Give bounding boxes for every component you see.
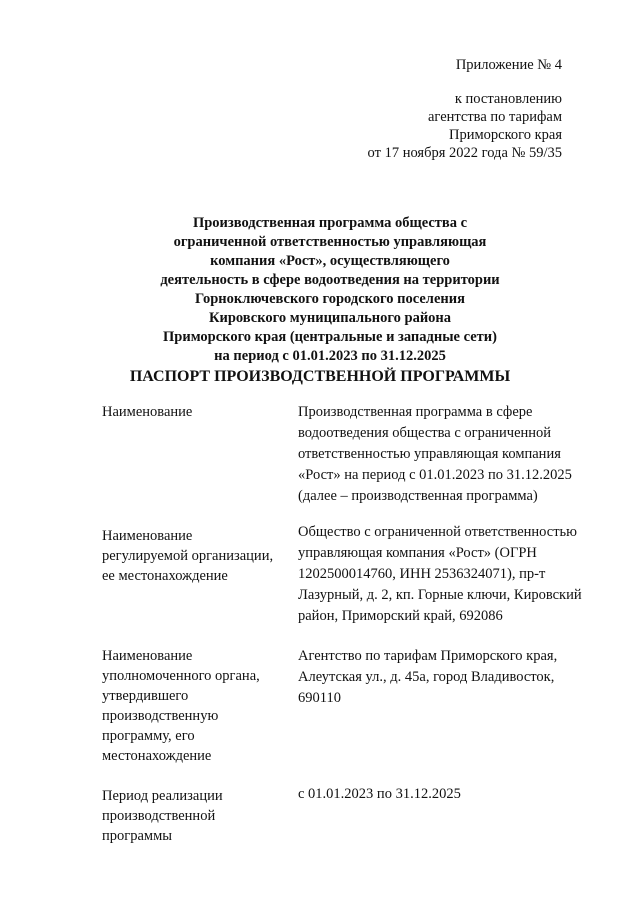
- label-line: ее местонахождение: [102, 568, 228, 584]
- appendix-title: Приложение № 4: [455, 57, 562, 73]
- title-line: Производственная программа общества с: [192, 215, 468, 231]
- label-line: уполномоченного органа,: [102, 668, 260, 684]
- title-line: на период с 01.01.2023 по 31.12.2025: [214, 348, 446, 364]
- value-line: ответственностью управляющая компания: [298, 446, 561, 462]
- passport-value-authority: [298, 646, 598, 709]
- section-heading: ПАСПОРТ ПРОИЗВОДСТВЕННОЙ ПРОГРАММЫ: [129, 368, 511, 385]
- appendix-line: от 17 ноября 2022 года № 59/35: [367, 145, 562, 161]
- appendix-line: к постановлению: [454, 91, 562, 107]
- label-line: утвердившего: [102, 688, 189, 704]
- value-line: район, Приморский край, 692086: [298, 608, 503, 624]
- title-line: ограниченной ответственностью управляющая: [173, 234, 487, 250]
- value-line: «Рост» на период с 01.01.2023 по 31.12.2025: [298, 467, 572, 483]
- passport-label-organization: [102, 526, 292, 586]
- label-line: Наименование: [102, 648, 193, 664]
- value-line: управляющая компания «Рост» (ОГРН: [298, 545, 537, 561]
- label-line: регулируемой организации,: [102, 548, 274, 564]
- value-line: (далее – производственная программа): [298, 488, 538, 504]
- document-title: [120, 214, 540, 366]
- appendix-header: [368, 56, 562, 162]
- value-line: Алеутская ул., д. 45а, город Владивосток,: [298, 669, 555, 685]
- label-line: Наименование: [102, 404, 193, 420]
- value-line: Агентство по тарифам Приморского края,: [298, 648, 558, 664]
- value-line: с 01.01.2023 по 31.12.2025: [298, 786, 461, 802]
- value-line: 690110: [298, 690, 341, 706]
- passport-value-period: [298, 784, 598, 805]
- passport-value-organization: [298, 522, 598, 627]
- passport-label-authority: [102, 646, 292, 766]
- value-line: Общество с ограниченной ответственностью: [298, 524, 577, 540]
- label-line: Период реализации: [102, 788, 223, 804]
- value-line: Производственная программа в сфере: [298, 404, 533, 420]
- label-line: Наименование: [102, 528, 193, 544]
- label-line: местонахождение: [102, 748, 212, 764]
- title-line: Приморского края (центральные и западные сети): [163, 329, 497, 345]
- title-line: Кировского муниципального района: [208, 310, 452, 326]
- passport-value-name: [298, 402, 598, 507]
- appendix-line: Приморского края: [448, 127, 562, 143]
- label-line: программу, его: [102, 728, 195, 744]
- label-line: производственной: [102, 808, 216, 824]
- value-line: водоотведения общества с ограниченной: [298, 425, 552, 441]
- appendix-line: агентства по тарифам: [428, 109, 562, 125]
- title-line: Горноключевского городского поселения: [195, 291, 465, 307]
- passport-label-period: [102, 786, 292, 846]
- value-line: 1202500014760, ИНН 2536324071), пр-т: [298, 566, 546, 582]
- label-line: производственную: [102, 708, 219, 724]
- title-line: деятельность в сфере водоотведения на территории: [160, 272, 500, 288]
- value-line: Лазурный, д. 2, кп. Горные ключи, Кировский: [298, 587, 582, 603]
- passport-label-name: [102, 402, 292, 422]
- title-line: компания «Рост», осуществляющего: [210, 253, 450, 269]
- label-line: программы: [102, 828, 172, 844]
